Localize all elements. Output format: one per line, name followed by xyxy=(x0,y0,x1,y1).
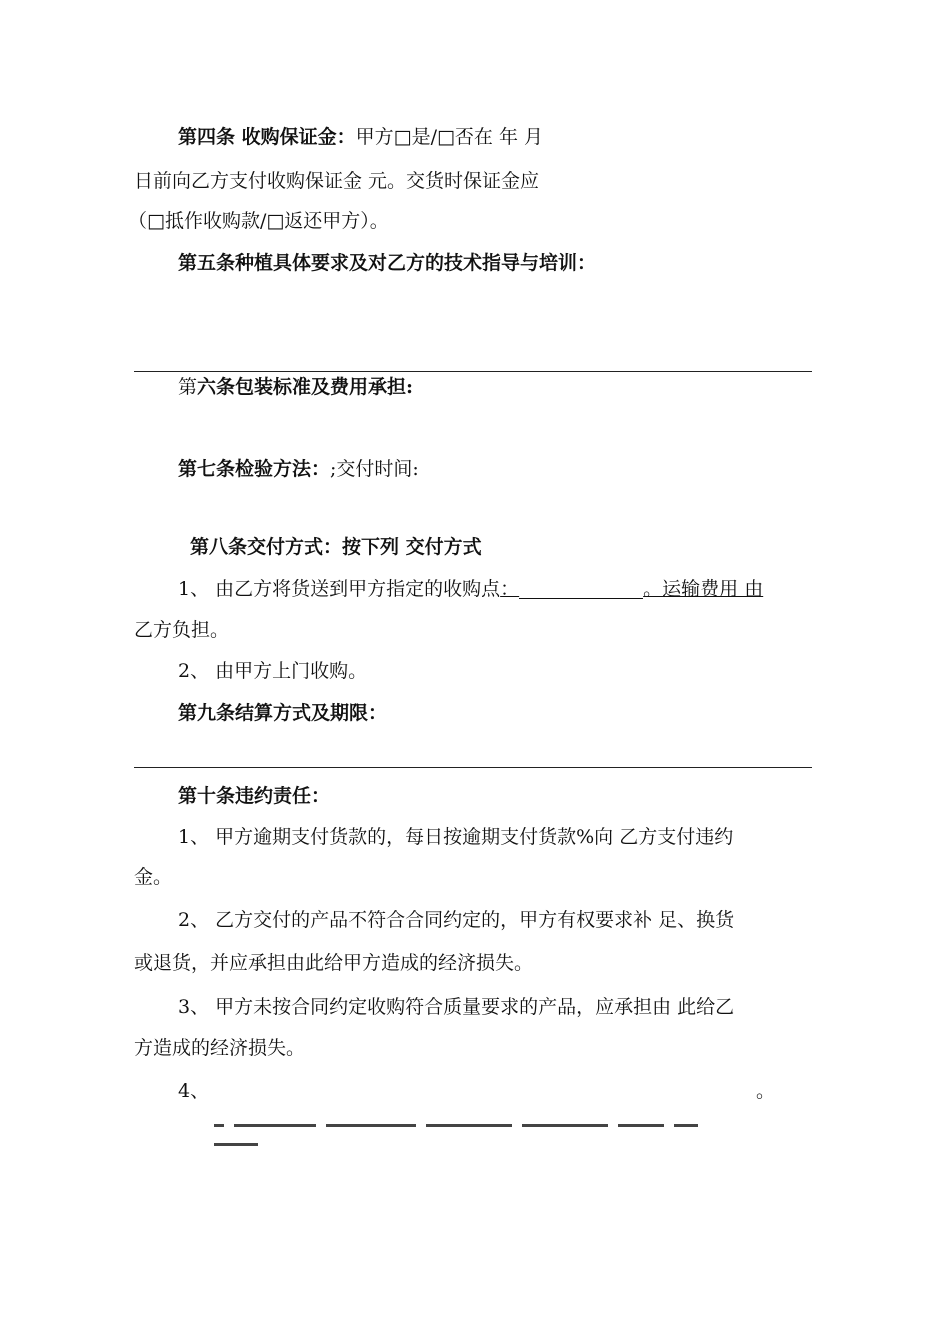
pickup-point-blank xyxy=(519,578,643,599)
article-4-line-2: 日前向乙方支付收购保证金 元。交货时保证金应 xyxy=(134,170,540,192)
article-8-item-1-tail: 。运输费用 由 xyxy=(643,578,764,600)
article-10-item-2-line-1: 2、 乙方交付的产品不符合合同约定的，甲方有权要求补 足、换货 xyxy=(178,909,735,931)
article-10-title: 第十条违约责任： xyxy=(178,785,331,807)
article-10-item-2-line-2: 或退货，并应承担由此给甲方造成的经济损失。 xyxy=(134,952,534,974)
article-4-text-1: 甲方□是/□否在 年 月 xyxy=(355,126,544,148)
article-8-item-1-text: 1、 由乙方将货送到甲方指定的收购点 xyxy=(178,578,501,600)
article-8-title: 第八条交付方式：按下列 交付方式 xyxy=(190,536,482,558)
fill-line-2 xyxy=(134,767,812,768)
article-8-item-1-colon: ： xyxy=(500,578,520,600)
article-8-item-1-line-2: 乙方负担。 xyxy=(134,619,230,641)
article-7-rest: ;交付时间: xyxy=(330,458,419,480)
article-10-item-1-line-1: 1、 甲方逾期支付货款的，每日按逾期支付货款%向 乙方支付违约 xyxy=(178,826,734,848)
article-8-item-1-line-1 xyxy=(178,576,763,602)
dashed-rule xyxy=(214,1124,750,1128)
article-7-title: 第七条检验方法： xyxy=(178,458,331,480)
article-7-line xyxy=(178,456,419,482)
article-10-item-3-line-2: 方造成的经济损失。 xyxy=(134,1037,306,1059)
article-4-title: 第四条 收购保证金： xyxy=(178,126,356,148)
article-8-item-2: 2、 由甲方上门收购。 xyxy=(178,660,368,682)
article-10-item-4: 4、 xyxy=(178,1080,210,1102)
article-4-line-3: （□抵作收购款/□返还甲方）。 xyxy=(128,210,389,232)
article-10-item-4-end: 。 xyxy=(756,1080,776,1102)
article-6-line xyxy=(178,374,413,400)
article-10-item-1-line-2: 金。 xyxy=(134,866,173,888)
article-5-title: 第五条种植具体要求及对乙方的技术指导与培训： xyxy=(178,252,597,274)
article-10-item-3-line-1: 3、 甲方未按合同约定收购符合质量要求的产品，应承担由 此给乙 xyxy=(178,996,735,1018)
article-6-prefix: 第 xyxy=(178,376,198,398)
article-4-line-1 xyxy=(178,124,543,150)
fill-line-1 xyxy=(134,371,812,372)
article-6-title: 六条包装标准及费用承担: xyxy=(197,376,414,398)
article-9-title: 第九条结算方式及期限： xyxy=(178,702,388,724)
